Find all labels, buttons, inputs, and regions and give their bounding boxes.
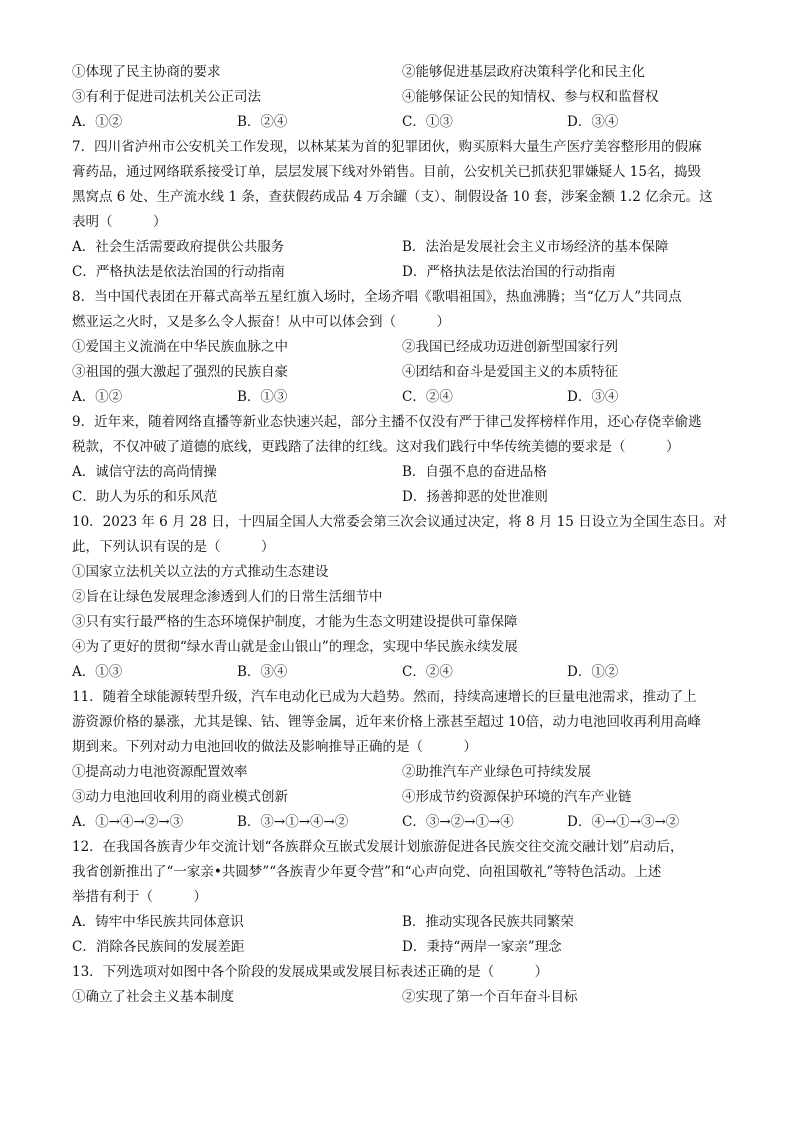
option-item: ④团结和奋斗是爱国主义的本质特征 bbox=[402, 364, 618, 380]
option-row bbox=[72, 760, 732, 785]
question-text-line: 9．近年来，随着网络直播等新业态快速兴起，部分主播不仅没有严于律己发挥榜样作用，还心存侥幸偷逃 bbox=[72, 414, 702, 430]
option-item: A．社会生活需要政府提供公共服务 bbox=[72, 239, 285, 255]
question-text-line: 表明（ ） bbox=[72, 214, 167, 230]
option-item: D．扬善抑恶的处世准则 bbox=[402, 489, 548, 505]
option-row bbox=[72, 85, 732, 110]
option-item: ③有利于促进司法机关公正司法 bbox=[72, 89, 261, 105]
option-item: ①爱国主义流淌在中华民族血脉之中 bbox=[72, 339, 288, 355]
question-text-line: 膏药品，通过网络联系接受订单，层层发展下线对外销售。目前，公安机关已抓获犯罪嫌疑人 15名，捣毁 bbox=[72, 164, 701, 180]
answer-choice: A．①→④→②→③ bbox=[72, 814, 184, 830]
answer-choice: B．③④ bbox=[237, 664, 288, 680]
question-text-line: 黑窝点 6 处、生产流水线 1 条，查获假药成品 4 万余罐（支）、制假设备 10 套，涉案金额 1.2 亿余元。这 bbox=[72, 189, 713, 205]
option-item: A．诚信守法的高尚情操 bbox=[72, 464, 217, 480]
answer-choice: B．③→①→④→② bbox=[237, 814, 349, 830]
question-text-line: ①国家立法机关以立法的方式推动生态建设 bbox=[72, 564, 329, 580]
question-text-line: 举措有利于（ ） bbox=[72, 889, 207, 905]
answer-choice: A．①② bbox=[72, 389, 123, 405]
question-text-line: 此，下列认识有误的是（ ） bbox=[72, 539, 275, 555]
answer-choice: B．①③ bbox=[237, 389, 288, 405]
question-text-line: 11．随着全球能源转型升级，汽车电动化已成为大趋势。然而，持续高速增长的巨量电池需求，推动了上 bbox=[72, 689, 697, 705]
answer-choice-row bbox=[72, 660, 732, 685]
option-row bbox=[72, 785, 732, 810]
option-row bbox=[72, 485, 732, 510]
option-row bbox=[72, 60, 732, 85]
option-item: ②助推汽车产业绿色可持续发展 bbox=[402, 764, 591, 780]
answer-choice-row bbox=[72, 385, 732, 410]
option-item: ④能够保证公民的知情权、参与权和监督权 bbox=[402, 89, 659, 105]
answer-choice: C．②④ bbox=[402, 389, 453, 405]
option-item: B．推动实现各民族共同繁荣 bbox=[402, 914, 574, 930]
option-item: ①体现了民主协商的要求 bbox=[72, 64, 221, 80]
answer-choice: A．①③ bbox=[72, 664, 123, 680]
option-item: A．铸牢中华民族共同体意识 bbox=[72, 914, 244, 930]
option-row bbox=[72, 985, 732, 1010]
question-text-line: 税款，不仅冲破了道德的底线，更践踏了法律的红线。这对我们践行中华传统美德的要求是（ ） bbox=[72, 439, 680, 455]
answer-choice: D．③④ bbox=[567, 114, 619, 130]
question-text-line: 燃亚运之火时，又是多么令人振奋！从中可以体会到（ ） bbox=[72, 314, 450, 330]
option-row bbox=[72, 460, 732, 485]
question-text-line: 我省创新推出了“一家亲•共圆梦”“各族青少年夏令营”和“心声向党、向祖国敬礼”等特色活动。上述 bbox=[72, 864, 662, 880]
question-text-line: 8．当中国代表团在开幕式高举五星红旗入场时，全场齐唱《歌唱祖国》，热血沸腾；当“亿万人”共同点 bbox=[72, 289, 682, 305]
option-item: ②实现了第一个百年奋斗目标 bbox=[402, 989, 578, 1005]
question-text-line: 13．下列选项对如图中各个阶段的发展成果或发展目标表述正确的是（ ） bbox=[72, 964, 549, 980]
option-item: ④形成节约资源保护环境的汽车产业链 bbox=[402, 789, 632, 805]
option-row bbox=[72, 260, 732, 285]
exam-page bbox=[72, 60, 732, 1010]
option-row bbox=[72, 360, 732, 385]
option-row bbox=[72, 335, 732, 360]
question-text-line: 期到来。下列对动力电池回收的做法及影响推导正确的是（ ） bbox=[72, 739, 477, 755]
question-text-line: 10．2023 年 6 月 28 日，十四届全国人大常委会第三次会议通过决定，将 8 月 15 日设立为全国生态日。对 bbox=[72, 514, 727, 530]
question-text-line: ③只有实行最严格的生态环境保护制度，才能为生态文明建设提供可靠保障 bbox=[72, 614, 518, 630]
option-item: ②我国已经成功迈进创新型国家行列 bbox=[402, 339, 618, 355]
option-item: ③动力电池回收利用的商业模式创新 bbox=[72, 789, 288, 805]
option-item: D．严格执法是依法治国的行动指南 bbox=[402, 264, 616, 280]
option-item: D．秉持“两岸一家亲”理念 bbox=[402, 939, 562, 955]
answer-choice: D．③④ bbox=[567, 389, 619, 405]
option-item: C．严格执法是依法治国的行动指南 bbox=[72, 264, 285, 280]
answer-choice: D．①② bbox=[567, 664, 619, 680]
answer-choice: C．②④ bbox=[402, 664, 453, 680]
answer-choice-row bbox=[72, 810, 732, 835]
question-text-line: ②旨在让绿色发展理念渗透到人们的日常生活细节中 bbox=[72, 589, 383, 605]
answer-choice: A．①② bbox=[72, 114, 123, 130]
option-item: C．消除各民族间的发展差距 bbox=[72, 939, 245, 955]
option-item: ①提高动力电池资源配置效率 bbox=[72, 764, 248, 780]
option-item: ①确立了社会主义基本制度 bbox=[72, 989, 234, 1005]
answer-choice: C．①③ bbox=[402, 114, 453, 130]
question-text-line: ④为了更好的贯彻“绿水青山就是金山银山”的理念，实现中华民族永续发展 bbox=[72, 639, 518, 655]
option-item: C．助人为乐的和乐风范 bbox=[72, 489, 218, 505]
answer-choice: B．②④ bbox=[237, 114, 288, 130]
answer-choice: D．④→①→③→② bbox=[567, 814, 680, 830]
option-item: ③祖国的强大激起了强烈的民族自豪 bbox=[72, 364, 288, 380]
option-item: B．法治是发展社会主义市场经济的基本保障 bbox=[402, 239, 669, 255]
option-row bbox=[72, 935, 732, 960]
question-text-line: 7．四川省泸州市公安机关工作发现，以林某某为首的犯罪团伙，购买原料大量生产医疗美容整形用的假麻 bbox=[72, 139, 702, 155]
answer-choice: C．③→②→①→④ bbox=[402, 814, 514, 830]
question-text-line: 游资源价格的暴涨，尤其是镍、钴、锂等金属，近年来价格上涨甚至超过 10倍，动力电池回收再利用高峰 bbox=[72, 714, 701, 730]
option-item: ②能够促进基层政府决策科学化和民主化 bbox=[402, 64, 645, 80]
option-row bbox=[72, 235, 732, 260]
option-row bbox=[72, 910, 732, 935]
answer-choice-row bbox=[72, 110, 732, 135]
question-text-line: 12．在我国各族青少年交流计划“各族群众互嵌式发展计划旅游促进各民族交往交流交融计划”启动后， bbox=[72, 839, 684, 855]
option-item: B．自强不息的奋进品格 bbox=[402, 464, 547, 480]
